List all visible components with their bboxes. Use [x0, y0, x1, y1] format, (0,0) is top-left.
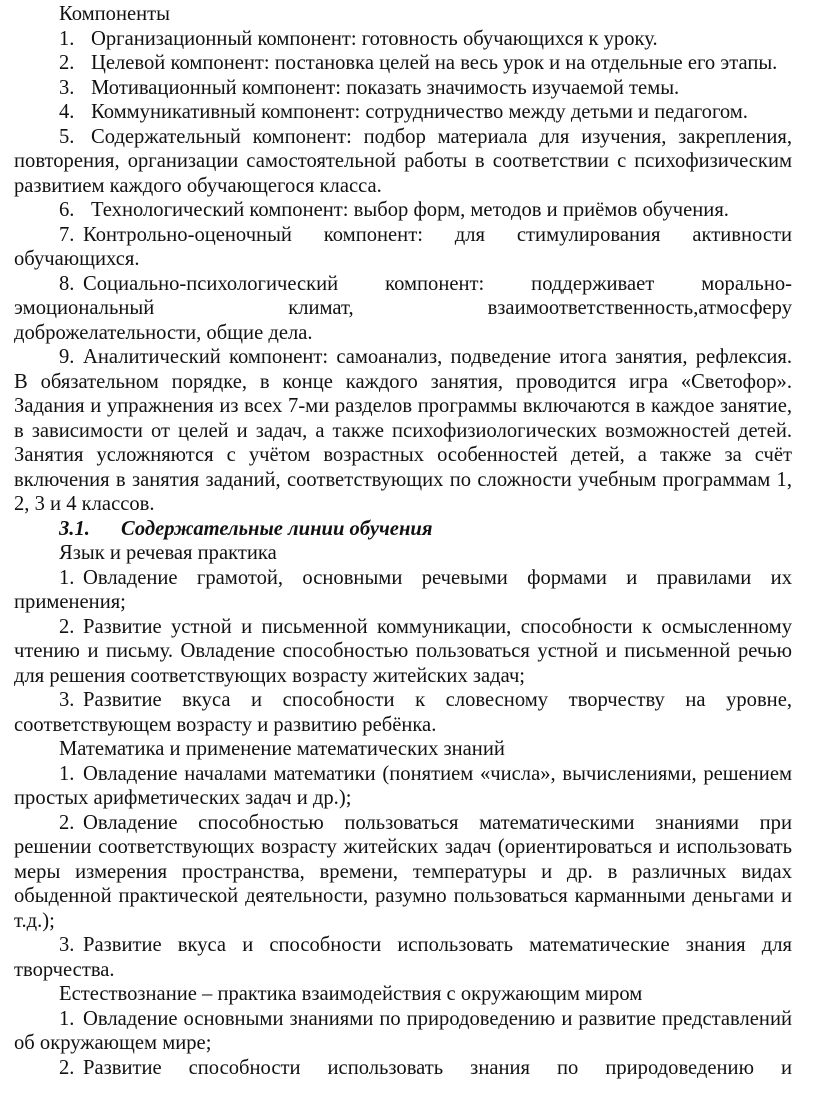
item-number: 3.: [59, 934, 75, 956]
item-number: 2.: [59, 52, 75, 74]
item-number: 2.: [59, 1056, 75, 1079]
item-text: Развитие вкуса и способности использовать математические знания для творчества.: [14, 934, 792, 981]
item-text: Социально-психологический компонент: поддерживает морально-эмоциональный климат, взаимоответственность,атмосферу: [14, 272, 792, 319]
component-item-6: [14, 198, 792, 223]
item-number: 5.: [59, 125, 75, 148]
component-item-3: [14, 76, 792, 101]
component-item-1: [14, 27, 792, 52]
item-number: 1.: [59, 27, 75, 50]
section-number: 3.1.: [59, 517, 90, 540]
item-text: Содержательный компонент: подбор материала для изучения, закрепления, повторения, организации самостоятельной работы в соответствии с психофизическим развитием каждого обучающегося класса.: [14, 125, 792, 197]
math-item-1: [14, 762, 792, 811]
item-text: Организационный компонент: готовность обучающихся к уроку.: [91, 27, 658, 50]
language-item-3: [14, 688, 792, 737]
language-item-2: [14, 615, 792, 689]
item-text: Контрольно-оценочный компонент: для стимулирования активности обучающихся.: [14, 223, 792, 270]
item-text: Целевой компонент: постановка целей на весь урок и на отдельные его этапы.: [91, 52, 778, 74]
component-item-4: [14, 100, 792, 125]
item-text: Аналитический компонент: самоанализ, подведение итога занятия, рефлексия. В обязательном порядке, в конце каждого занятия, проводится игра «Светофор». Задания и упражнения из всех 7-ми разделов программы включаются в каждое занятие, в зависимости от целей и задач, а также психофизиологических возможностей детей. Занятия усложняются с учётом возрастных особенностей детей, а также за счёт включения в занятия заданий, соответствующих по сложности учебным программам 1, 2, 3 и 4 классов.: [14, 346, 792, 515]
component-item-9: [14, 345, 792, 517]
item-number: 2.: [59, 811, 75, 834]
component-item-7: [14, 223, 792, 272]
item-number: 7.: [59, 223, 75, 246]
language-item-1: [14, 566, 792, 615]
item-text: Развитие способности использовать знания по природоведению и: [83, 1056, 792, 1079]
component-item-2: [14, 51, 792, 76]
item-number: 4.: [59, 101, 75, 123]
component-item-5: [14, 125, 792, 199]
math-item-2: [14, 811, 792, 934]
item-number: 3.: [59, 689, 75, 711]
components-heading: Компоненты: [59, 3, 170, 25]
component-item-8-continuation: доброжелательности, общие дела.: [14, 321, 313, 344]
item-text: Технологический компонент: выбор форм, методов и приёмов обучения.: [91, 199, 729, 221]
item-text: Развитие устной и письменной коммуникации, способности к осмысленному чтению и письму. Овладение способностью пользоваться устной и письменной речью для решения соответствующих возрасту житейских задач;: [14, 615, 792, 687]
item-number: 1.: [59, 1007, 75, 1030]
item-number: 3.: [59, 76, 75, 99]
nature-item-1: [14, 1007, 792, 1056]
item-text: Овладение основными знаниями по природоведению и развитие представлений об окружающем мире;: [14, 1007, 792, 1054]
line-title-nature: Естествознание – практика взаимодействия с окружающим миром: [59, 983, 643, 1005]
item-number: 9.: [59, 346, 75, 368]
section-title-text: Содержательные линии обучения: [121, 517, 433, 540]
item-number: 1.: [59, 566, 75, 589]
item-text: Овладение грамотой, основными речевыми формами и правилами их применения;: [14, 566, 792, 613]
item-number: 1.: [59, 762, 75, 785]
item-number: 2.: [59, 615, 75, 638]
item-text: Мотивационный компонент: показать значимость изучаемой темы.: [91, 76, 680, 99]
item-number: 8.: [59, 272, 75, 295]
item-text: Коммуникативный компонент: сотрудничество между детьми и педагогом.: [91, 101, 748, 123]
line-title-math: Математика и применение математических знаний: [59, 738, 505, 760]
line-title-language: Язык и речевая практика: [59, 542, 277, 564]
nature-item-2: [14, 1056, 792, 1081]
item-text: Овладение началами математики (понятием «числа», вычислениями, решением простых арифметических задач и др.);: [14, 762, 792, 809]
section-heading: [14, 517, 792, 542]
math-item-3: [14, 933, 792, 982]
component-item-8: [14, 272, 792, 321]
item-text: Развитие вкуса и способности к словесному творчеству на уровне, соответствующем возрасту и развитию ребёнка.: [14, 689, 792, 736]
item-number: 6.: [59, 199, 75, 221]
item-text: Овладение способностью пользоваться математическими знаниями при решении соответствующих возрасту житейских задач (ориентироваться и использовать меры измерения пространства, времени, температуры и др. в различных видах обыденной практической деятельности, разумно пользоваться карманными деньгами и т.д.);: [14, 811, 792, 932]
